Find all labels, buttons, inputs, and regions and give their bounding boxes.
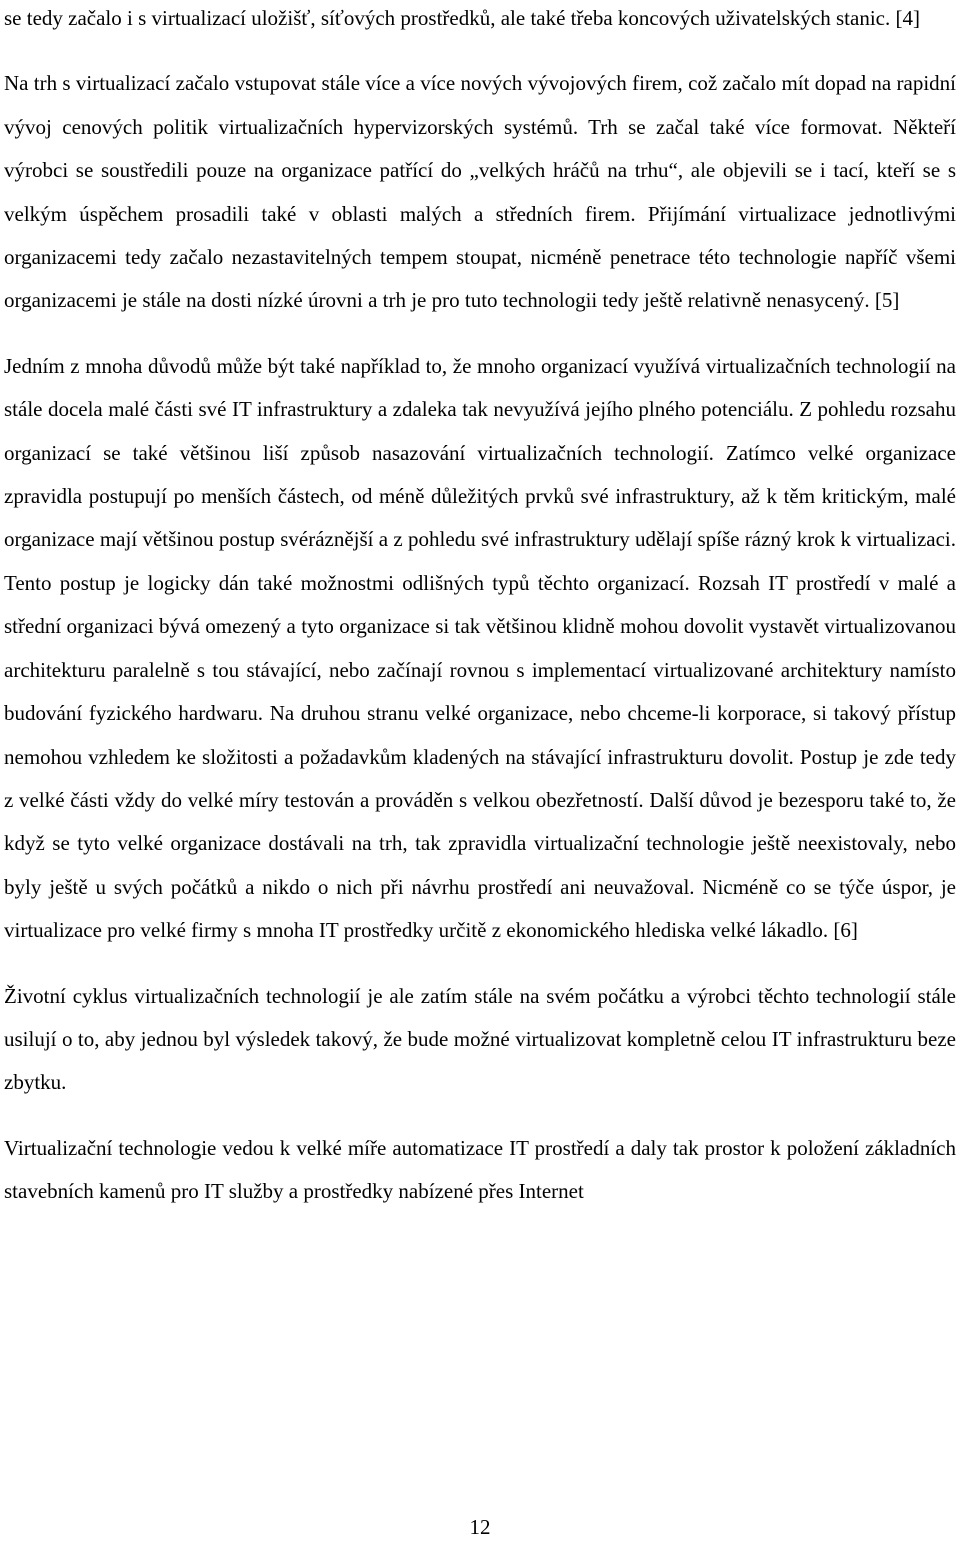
paragraph-5: Virtualizační technologie vedou k velké míře automatizace IT prostředí a daly tak prostor k položení základních stavebních kamenů pro IT služby a prostředky nabízené přes Internet xyxy=(4,1135,956,1204)
paragraph-2: Na trh s virtualizací začalo vstupovat stále více a více nových vývojových firem, což začalo mít dopad na rapidní vývoj cenových politik virtualizačních hypervizorských systémů. Trh se začal také více formovat. Někteří výrobci se soustředili pouze na organizace patřící do „velkých hráčů na trhu“, ale objevili se i tací, kteří se s velkým úspěchem prosadili také v oblasti malých a středních firem. Přijímání virtualizace jednotlivými organizacemi tedy začalo nezastavitelných tempem stoupat, nicméně penetrace této technologie napříč všemi organizacemi je stále na dosti nízké úrovni a trh je pro tuto technologii tedy ještě relativně nenasycený. [5] xyxy=(4,71,956,313)
paragraph-1: se tedy začalo i s virtualizací uložišť, síťových prostředků, ale také třeba koncových uživatelských stanic. [4] xyxy=(4,6,920,30)
paragraph-4: Životní cyklus virtualizačních technologií je ale zatím stále na svém počátku a výrobci těchto technologií stále usilují o to, aby jednou byl výsledek takový, že bude možné virtualizovat kompletně celou IT infrastrukturu beze zbytku. xyxy=(4,983,956,1095)
paragraph-3: Jedním z mnoha důvodů může být také například to, že mnoho organizací využívá virtualizačních technologií na stále docela malé části své IT infrastruktury a zdaleka tak nevyužívá jejího plného potenciálu. Z pohledu rozsahu organizací se také většinou liší způsob nasazování virtualizačních technologií. Zatímco velké organizace zpravidla postupují po menších částech, od méně důležitých prvků své infrastruktury, až k těm kritickým, malé organizace mají většinou postup svéráznější a z pohledu své infrastruktury udělají spíše rázný krok k virtualizaci. Tento postup je logicky dán také možnostmi odlišných typů těchto organizací. Rozsah IT prostředí v malé a střední organizaci bývá omezený a tyto organizace si tak většinou klidně mohou dovolit vystavět virtualizovanou architekturu paralelně s tou stávající, nebo začínají rovnou s implementací virtualizované architektury namísto budování fyzického hardwaru. Na druhou stranu velké organizace, nebo chceme-li korporace, si takový přístup nemohou vzhledem ke složitosti a požadavkům kladených na stávající infrastrukturu dovolit. Postup je zde tedy z velké části vždy do velké míry testován a prováděn s velkou obezřetností. Další důvod je bezesporu také to, že když se tyto velké organizace dostávali na trh, tak zpravidla virtualizační technologie ještě neexistovaly, nebo byly ještě u svých počátků a nikdo o nich při návrhu prostředí ani neuvažoval. Nicméně co se týče úspor, je virtualizace pro velké firmy s mnoha IT prostředky určitě z ekonomického hlediska velké lákadlo. [6] xyxy=(4,353,956,943)
page-number: 12 xyxy=(469,1515,491,1539)
document-page xyxy=(4,0,956,1214)
